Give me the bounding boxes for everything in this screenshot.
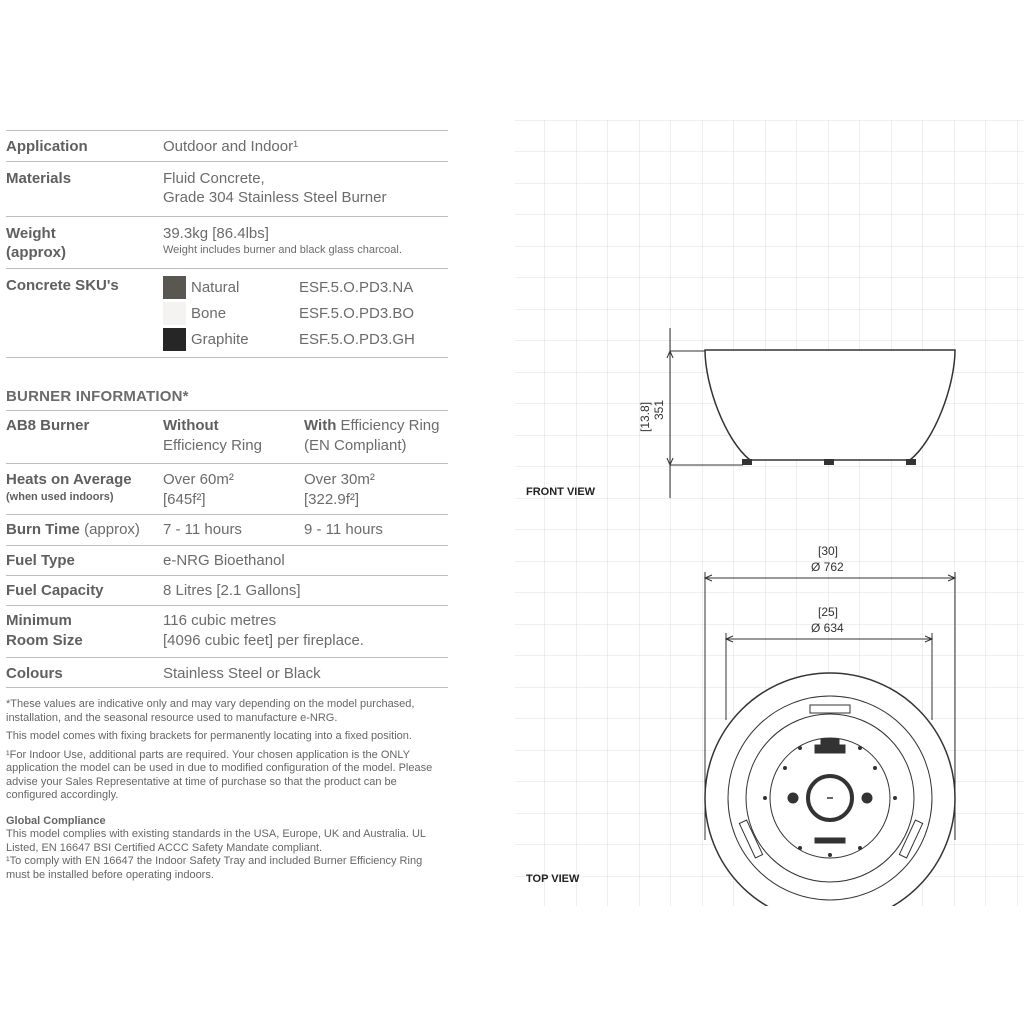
heats-label-text: Heats on Average — [6, 471, 132, 488]
sku-graphite — [163, 326, 448, 352]
sku-name: Bone — [191, 304, 227, 322]
heats-sub: (when used indoors) — [6, 491, 114, 503]
weight-label-line1: Weight — [6, 225, 56, 242]
sku-code: ESF.5.O.PD3.NA — [299, 278, 414, 296]
room-size-value — [163, 611, 448, 657]
spec-table — [6, 130, 448, 358]
sku-natural — [163, 274, 448, 300]
height-inches: [13.8] — [638, 401, 652, 432]
swatch-bone — [163, 302, 186, 325]
burn-time-label-rest: (approx) — [79, 521, 140, 538]
fuel-capacity-label: Fuel Capacity — [6, 582, 104, 599]
application-label: Application — [6, 138, 88, 155]
burner-table — [6, 410, 448, 688]
room-size-label-line1: Minimum — [6, 612, 72, 629]
global-compliance-title: Global Compliance — [6, 814, 106, 827]
front-view-label: FRONT VIEW — [526, 486, 596, 498]
weight-value — [163, 224, 448, 268]
swatch-natural — [163, 276, 186, 299]
weight-label — [6, 224, 163, 268]
spec-row-application — [6, 130, 448, 161]
heats-col1 — [163, 470, 304, 514]
fuel-type-label: Fuel Type — [6, 552, 75, 569]
skus-list — [163, 274, 448, 357]
room-size-row — [6, 605, 448, 657]
footnotes — [6, 698, 446, 882]
without-rest: Efficiency Ring — [163, 437, 262, 454]
with-rest: Efficiency Ring — [336, 417, 440, 434]
weight-amount: 39.3kg [86.4lbs] — [163, 225, 269, 242]
spec-row-skus — [6, 268, 448, 358]
inner-inches: [25] — [818, 605, 839, 619]
heats-col2 — [304, 470, 448, 514]
note-fixing-brackets: This model comes with fixing brackets for permanently locating into a fixed position. — [6, 730, 412, 742]
burn-time-col2: 9 - 11 hours — [304, 521, 383, 538]
without-ring-header — [163, 416, 304, 463]
front-view-bowl — [705, 350, 955, 465]
heats-row — [6, 463, 448, 514]
burner-header-row — [6, 410, 448, 463]
heats-col1-line2: [645f²] — [163, 491, 206, 508]
swatch-graphite — [163, 328, 186, 351]
colours-label: Colours — [6, 665, 63, 682]
materials-value — [163, 169, 448, 216]
burner-section-title: BURNER INFORMATION* — [6, 388, 189, 405]
height-mm: 351 — [652, 399, 666, 420]
global-compliance-body: This model complies with existing standards in the USA, Europe, UK and Australia. UL Listed, EN 16647 BSI Certified ACCC Safety Mandate compliant. — [6, 828, 426, 854]
with-label: With — [304, 417, 337, 434]
heats-col2-line2: [322.9f²] — [304, 491, 360, 508]
burn-time-col1: 7 - 11 hours — [163, 521, 242, 538]
with-compliance: (EN Compliant) — [304, 437, 407, 454]
outer-inches: [30] — [818, 544, 839, 558]
with-ring-header — [304, 416, 448, 463]
spec-row-materials — [6, 161, 448, 216]
fuel-capacity-value: 8 Litres [2.1 Gallons] — [163, 582, 301, 599]
burn-time-row — [6, 514, 448, 545]
materials-line2: Grade 304 Stainless Steel Burner — [163, 189, 387, 206]
sku-code: ESF.5.O.PD3.BO — [299, 304, 415, 322]
ab8-burner-label: AB8 Burner — [6, 417, 90, 434]
sku-name: Natural — [191, 278, 240, 296]
room-size-label-line2: Room Size — [6, 632, 83, 649]
colours-row — [6, 657, 448, 688]
room-size-label — [6, 611, 163, 657]
heats-col2-line1: Over 30m² — [304, 471, 375, 488]
sku-name: Graphite — [191, 330, 249, 348]
outer-mm: Ø 762 — [811, 560, 844, 574]
room-size-line1: 116 cubic metres — [163, 612, 277, 629]
note-indicative: *These values are indicative only and may vary depending on the model purchased, installation, and the seasonal resource used to manufacture e-NRG. — [6, 698, 415, 724]
sku-bone — [163, 300, 448, 326]
fuel-capacity-row — [6, 575, 448, 605]
drawing-svg — [515, 120, 1024, 906]
sku-code: ESF.5.O.PD3.GH — [299, 330, 415, 348]
heats-label — [6, 470, 163, 514]
fuel-type-row — [6, 545, 448, 575]
room-size-line2: [4096 cubic feet] per fireplace. — [163, 632, 364, 649]
materials-line1: Fluid Concrete, — [163, 170, 265, 187]
fuel-type-value: e-NRG Bioethanol — [163, 552, 285, 569]
burn-time-label — [6, 520, 163, 545]
colours-value: Stainless Steel or Black — [163, 665, 321, 682]
application-value: Outdoor and Indoor¹ — [163, 138, 299, 155]
weight-note: Weight includes burner and black glass charcoal. — [163, 244, 402, 256]
top-view-label: TOP VIEW — [526, 873, 580, 885]
weight-label-line2: (approx) — [6, 244, 66, 261]
inner-mm: Ø 634 — [811, 621, 844, 635]
heats-col1-line1: Over 60m² — [163, 471, 234, 488]
note-indoor-use: ¹For Indoor Use, additional parts are required. Your chosen application is the ONLY application the model can be used in due to modified configuration of the model. Please advise your Sales Representative at time of purchase so that the product can be configured accordingly. — [6, 748, 433, 801]
without-label: Without — [163, 417, 219, 434]
global-compliance-indoor: ¹To comply with EN 16647 the Indoor Safety Tray and included Burner Efficiency Ring must be installed before operating indoors. — [6, 855, 423, 881]
skus-label: Concrete SKU's — [6, 277, 119, 294]
top-view-bowl — [705, 673, 955, 906]
technical-drawing — [515, 120, 1024, 906]
burn-time-label-bold: Burn Time — [6, 521, 80, 538]
spec-row-weight — [6, 216, 448, 268]
materials-label: Materials — [6, 170, 72, 187]
